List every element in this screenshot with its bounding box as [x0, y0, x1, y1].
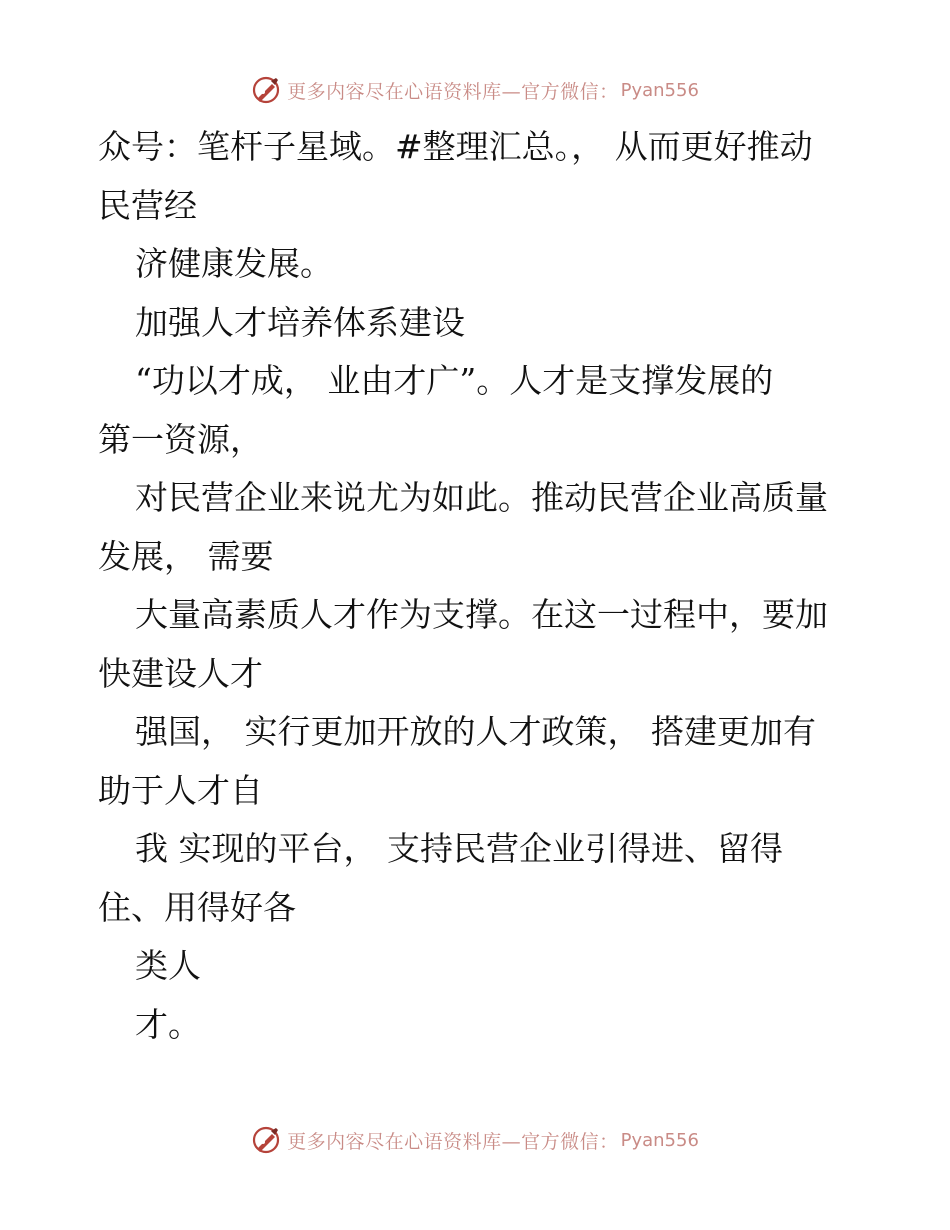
- pen-seal-logo-icon: [251, 75, 281, 105]
- text-line: 类人: [135, 946, 201, 985]
- text-line: 对民营企业来说尤为如此。推动民营企业高质量: [135, 478, 828, 517]
- text-line: 众号：笔杆子星域。#整理汇总。， 从而更好推动: [98, 127, 813, 166]
- watermark-text: 更多内容尽在心语资料库—官方微信：: [287, 80, 619, 103]
- text-line: 济健康发展。: [135, 244, 333, 283]
- text-line: “功以才成， 业由才广”。人才是支撑发展的: [135, 361, 774, 400]
- text-line: 住、用得好各: [98, 887, 296, 927]
- watermark-wechat-id: Pyan556: [620, 79, 699, 101]
- text-line: 我 实现的平台， 支持民营企业引得进、留得: [135, 829, 783, 868]
- watermark-text: 更多内容尽在心语资料库—官方微信：: [287, 1130, 619, 1153]
- text-line: 大量高素质人才作为支撑。在这一过程中，要加: [135, 595, 828, 634]
- text-line: 才。: [135, 1004, 201, 1044]
- text-line: 第一资源，: [98, 419, 263, 459]
- footer-watermark: [0, 1120, 950, 1160]
- text-line: 强国， 实行更加开放的人才政策， 搭建更加有: [135, 712, 816, 751]
- watermark-wechat-id: Pyan556: [620, 1129, 699, 1151]
- section-heading: 加强人才培养体系建设: [135, 302, 465, 342]
- text-line: 民营经: [98, 185, 197, 225]
- text-line: 助于人才自: [98, 770, 263, 810]
- pen-seal-logo-icon: [251, 1125, 281, 1155]
- header-watermark: [0, 70, 950, 110]
- text-line: 发展， 需要: [98, 536, 274, 576]
- document-body: [98, 118, 858, 1054]
- text-line: 快建设人才: [98, 653, 263, 693]
